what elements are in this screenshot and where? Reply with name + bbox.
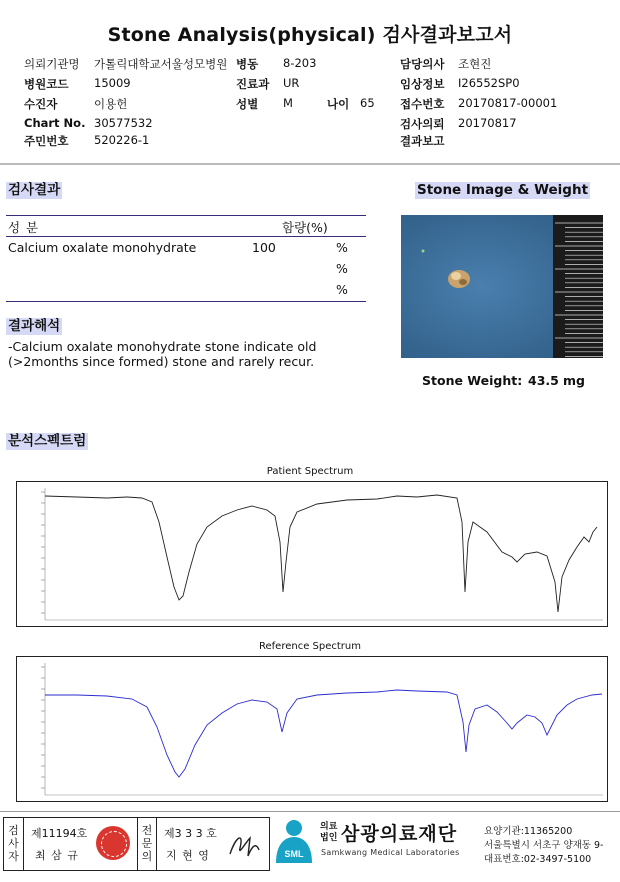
chart-no-value: 30577532 <box>94 116 153 130</box>
stone-section-title: Stone Image & Weight <box>417 182 589 198</box>
doctor-value: 조현진 <box>458 57 492 71</box>
results-col-component: 성 분 <box>8 220 40 235</box>
age-label: 나이 <box>327 97 350 111</box>
signature-box <box>3 817 270 871</box>
reference-spectrum-axes <box>41 663 603 795</box>
results-row-component: Calcium oxalate monohydrate <box>8 240 197 255</box>
chart-no-label: Chart No. <box>24 116 86 130</box>
institution-label: 의뢰기관명 <box>24 57 80 71</box>
spectrum-section-title: 분석스펙트럼 <box>8 433 87 449</box>
org-phone: 대표번호:02-3497-5100 <box>484 854 592 865</box>
stone-weight-unit: mg <box>563 373 585 388</box>
ward-label: 병동 <box>236 57 259 71</box>
specialist-label: 전문의 <box>137 818 157 870</box>
results-row-value: 100 <box>252 240 276 255</box>
doctor-label: 담당의사 <box>400 57 445 71</box>
org-address: 서울특별시 서초구 양재동 9- <box>484 840 604 851</box>
patient-spectrum-line <box>45 495 597 612</box>
care-institution: 요양기관:11365200 <box>484 826 573 837</box>
interpretation-line-1: -Calcium oxalate monohydrate stone indicate old <box>8 339 317 354</box>
results-row-unit: % <box>336 261 348 276</box>
interpretation-line-2: (>2months since formed) stone and rarely recur. <box>8 354 315 369</box>
results-section-title: 검사결과 <box>8 182 61 198</box>
results-table-header-rule <box>6 236 366 237</box>
specialist-name: 지 현 영 <box>166 849 210 862</box>
org-name: 삼광의료재단 <box>341 823 458 845</box>
examiner-label: 검사자 <box>4 818 24 870</box>
results-row-unit: % <box>336 282 348 297</box>
receipt-no-label: 접수번호 <box>400 97 445 111</box>
test-request-label: 검사의뢰 <box>400 117 445 131</box>
footer-divider <box>0 811 620 812</box>
reference-spectrum-line <box>45 690 602 777</box>
result-report-label: 결과보고 <box>400 134 445 148</box>
clinical-info-label: 임상정보 <box>400 77 445 91</box>
patient-value: 이용헌 <box>94 97 128 111</box>
resident-no-value: 520226-1 <box>94 133 150 147</box>
reference-spectrum-plot <box>16 656 608 802</box>
ruler-scale <box>553 215 603 358</box>
age-value: 65 <box>360 96 375 110</box>
department-label: 진료과 <box>236 77 270 91</box>
sex-value: M <box>283 96 293 110</box>
stone-photo <box>401 215 603 358</box>
reference-spectrum-title: Reference Spectrum <box>259 641 361 652</box>
clinical-info-value: I26552SP0 <box>458 76 520 90</box>
examiner-name: 최 삼 규 <box>35 849 79 862</box>
sml-logo-icon <box>272 819 316 865</box>
org-english-name: Samkwang Medical Laboratories <box>321 848 460 857</box>
hospital-code-label: 병원코드 <box>24 77 69 91</box>
examiner-license: 제11194호 <box>31 827 88 840</box>
stone-specimen <box>448 270 470 288</box>
sml-logo-text: SML <box>284 849 304 859</box>
header-divider <box>0 163 620 165</box>
stone-weight-value: 43.5 <box>528 373 559 388</box>
patient-label: 수진자 <box>24 97 58 111</box>
results-table-bottom-rule <box>6 301 366 302</box>
org-prefix: 의료법인 <box>320 822 338 843</box>
interpretation-section-title: 결과해석 <box>8 318 61 334</box>
department-value: UR <box>283 76 300 90</box>
test-request-value: 20170817 <box>458 116 517 130</box>
patient-spectrum-plot <box>16 481 608 627</box>
results-table-top-rule <box>6 215 366 216</box>
results-col-content: 함량(%) <box>282 220 328 235</box>
patient-spectrum-title: Patient Spectrum <box>266 466 354 477</box>
sex-label: 성별 <box>236 97 259 111</box>
specialist-license: 제3 3 3 호 <box>164 827 217 840</box>
hospital-code-value: 15009 <box>94 76 131 90</box>
examiner-seal <box>96 826 130 860</box>
patient-spectrum-axes <box>41 488 603 620</box>
results-row-unit: % <box>336 240 348 255</box>
specialist-signature <box>226 828 262 862</box>
institution-value: 가톨릭대학교서울성모병원 <box>94 57 228 71</box>
resident-no-label: 주민번호 <box>24 134 69 148</box>
report-title: Stone Analysis(physical) 검사결과보고서 <box>107 24 513 46</box>
receipt-no-value: 20170817-00001 <box>458 96 558 110</box>
stone-weight-label: Stone Weight: <box>422 373 523 388</box>
ward-value: 8-203 <box>283 56 317 70</box>
